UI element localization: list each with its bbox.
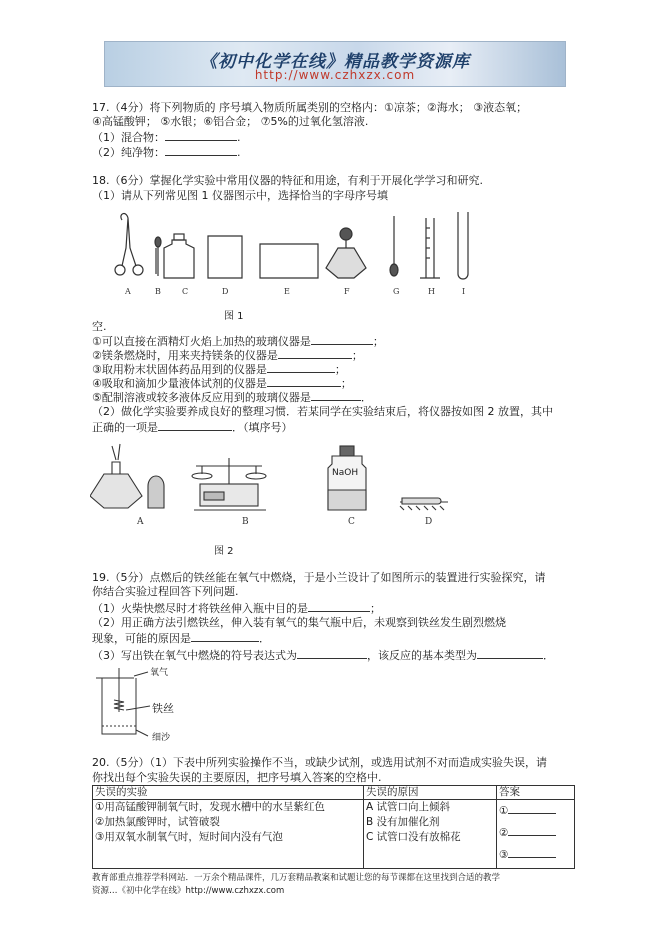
q17-part1: （1）混合物： . bbox=[92, 131, 241, 144]
fig1-label-g: G bbox=[393, 287, 400, 296]
q19-part1-text: （1）火柴快燃尽时才将铁丝伸入瓶中目的是 bbox=[92, 602, 308, 615]
fig2-label-c: C bbox=[348, 517, 355, 527]
fig1-label-h: H bbox=[428, 287, 435, 296]
q18-item-2-text: ②镁条燃烧时，用来夹持镁条的仪器是 bbox=[92, 349, 278, 362]
q18-answer-4[interactable] bbox=[267, 376, 341, 387]
q19-answer-3b[interactable] bbox=[477, 648, 543, 659]
medicine-spoon-icon bbox=[390, 216, 398, 276]
q19-part2: （2）用正确方法引燃铁丝，伸入装有氧气的集气瓶中后，未观察到铁丝发生剧烈燃烧 bbox=[92, 616, 506, 629]
q19-part3: （3）写出铁在氧气中燃烧的符号表达式为 ，该反应的基本类型为 ． bbox=[92, 649, 554, 662]
q19-part1: （1）火柴快燃尽时才将铁丝伸入瓶中目的是 ； bbox=[92, 602, 381, 615]
q17-stem: 17.（4分）将下列物质的 序号填入物质所属类别的空格内：①凉茶；②海水； ③液态氧； bbox=[92, 101, 528, 114]
footer-line-2[interactable]: 资源…《初中化学在线》http://www.czhxzx.com bbox=[92, 886, 285, 896]
reason-a: A 试管口向上倾斜 bbox=[366, 801, 451, 813]
figure-1-apparatus bbox=[110, 204, 480, 300]
q18-sub2-hint: ．（填序号） bbox=[232, 421, 293, 434]
answer-3-num: ③ bbox=[499, 849, 509, 861]
fig-label-oxygen: 氧气 bbox=[150, 668, 169, 678]
fig1-label-c: C bbox=[182, 287, 189, 296]
q18-item-3-text: ③取用粉末状固体药品用到的仪器是 bbox=[92, 363, 267, 376]
q17-stem-cont: ④高锰酸钾； ⑤水银；⑥铝合金； ⑦5%的过氧化氢溶液. bbox=[92, 115, 369, 128]
q18-sub1: （1）请从下列常见图 1 仪器图示中，选择恰当的字母序号填 bbox=[92, 189, 388, 202]
balance-icon bbox=[192, 458, 266, 510]
banner-url[interactable]: http://www.czhxzx.com bbox=[254, 68, 416, 82]
q19-part2-text: 现象，可能的原因是 bbox=[92, 632, 191, 645]
q18-answer-1[interactable] bbox=[311, 334, 373, 345]
q18-sub2-line2 bbox=[92, 420, 293, 435]
crucible-tongs-icon bbox=[115, 214, 143, 275]
q19-answer-2[interactable] bbox=[191, 631, 259, 642]
experiments-cell bbox=[93, 800, 364, 869]
fig1-label-d: D bbox=[222, 287, 229, 296]
fig1-label-f: F bbox=[344, 287, 350, 296]
fig-label-iron-wire: 铁丝 bbox=[152, 702, 174, 715]
tube-on-table-icon bbox=[400, 498, 448, 510]
header-experiment: 失误的实验 bbox=[93, 786, 364, 800]
q18-item-1-text: ①可以直接在酒精灯火焰上加热的玻璃仪器是 bbox=[92, 335, 311, 348]
fig-label-sand: 细沙 bbox=[152, 733, 171, 743]
q18-stem: 18.（6分）掌握化学实验中常用仪器的特征和用途，有利于开展化学学习和研究. bbox=[92, 174, 483, 187]
q19-part3-text: （3）写出铁在氧气中燃烧的符号表达式为 bbox=[92, 649, 297, 662]
header-reason: 失误的原因 bbox=[364, 786, 497, 800]
q20-stem-cont: 你找出每个实验失误的主要原因，把序号填入答案的空格中. bbox=[92, 771, 382, 784]
q18-item-2: ②镁条燃烧时，用来夹持镁条的仪器是 ； bbox=[92, 349, 363, 362]
fig2-label-a: A bbox=[137, 517, 144, 527]
experiment-2: ②加热氯酸钾时，试管破裂 bbox=[95, 816, 220, 828]
q17-answer-1[interactable] bbox=[165, 130, 237, 141]
q18-item-3: ③取用粉末状固体药品用到的仪器是 ； bbox=[92, 363, 346, 376]
answers-cell bbox=[497, 800, 575, 869]
answer-2-num: ② bbox=[499, 827, 509, 839]
lamp-with-cap-icon bbox=[90, 444, 164, 508]
q18-item-5-text: ⑤配制溶液或较多液体反应用到的玻璃仪器是 bbox=[92, 391, 311, 404]
answer-1-num: ① bbox=[499, 805, 509, 817]
q18-sub2: （2）做化学实验要养成良好的整理习惯．若某同学在实验结束后，将仪器按如图 2 放置，其中 bbox=[92, 405, 553, 418]
footer-line-1: 教育部重点推荐学科网站．一万余个精品课件，几万套精品教案和试题让您的每节课都在这里找到合适的教学 bbox=[92, 873, 501, 883]
fig1-label-e: E bbox=[284, 287, 290, 296]
graduated-cylinder-icon bbox=[420, 218, 440, 278]
q19-answer-1[interactable] bbox=[308, 601, 370, 612]
q18-item-1: ①可以直接在酒精灯火焰上加热的玻璃仪器是 ； bbox=[92, 335, 384, 348]
experiment-1: ①用高锰酸钾制氧气时，发现水槽中的水呈紫红色 bbox=[95, 801, 325, 813]
reasons-cell bbox=[364, 800, 497, 869]
naoh-label: NaOH bbox=[332, 468, 359, 478]
answer-slot-1[interactable] bbox=[499, 800, 572, 822]
q19-answer-3a[interactable] bbox=[297, 648, 367, 659]
q18-answer-2[interactable] bbox=[278, 348, 352, 359]
reagent-bottle-icon bbox=[164, 234, 194, 278]
fig2-label-d: D bbox=[425, 517, 433, 527]
q19-stem: 19.（5分）点燃后的铁丝能在氧气中燃烧，于是小兰设计了如图所示的装置进行实验探究，请 bbox=[92, 571, 546, 584]
q17-part1-label: （1）混合物： bbox=[92, 131, 165, 144]
dropper-icon bbox=[155, 237, 161, 276]
fig1-label-i: I bbox=[462, 287, 466, 296]
fig1-caption: 图 1 bbox=[224, 311, 244, 322]
q18-item-4-text: ④吸取和滴加少量液体试剂的仪器是 bbox=[92, 377, 267, 390]
q17-part2-label: （2）纯净物： bbox=[92, 146, 165, 159]
q19-part2-cont: 现象，可能的原因是 ． bbox=[92, 632, 270, 645]
q19-stem-cont: 你结合实验过程回答下列问题. bbox=[92, 585, 239, 598]
test-tube-icon bbox=[458, 212, 468, 279]
experiment-3: ③用双氧水制氧气时，短时间内没有气泡 bbox=[95, 831, 283, 843]
header-banner bbox=[104, 41, 566, 87]
q18-answer-3[interactable] bbox=[267, 362, 335, 373]
error-analysis-table bbox=[92, 785, 575, 869]
banner-title: 《初中化学在线》精品教学资源库 bbox=[200, 52, 470, 72]
answer-slot-2[interactable] bbox=[499, 822, 572, 844]
naoh-bottle-icon bbox=[328, 446, 366, 510]
q17-part2: （2）纯净物： . bbox=[92, 146, 241, 159]
fig1-label-b: B bbox=[155, 287, 161, 296]
answer-slot-3[interactable] bbox=[499, 844, 572, 866]
trough-icon bbox=[260, 244, 318, 278]
q18-kong: 空. bbox=[92, 320, 107, 333]
q18-sub2-text: 正确的一项是 bbox=[92, 421, 158, 434]
q18-answer-5[interactable] bbox=[311, 390, 361, 401]
fig1-label-a: A bbox=[125, 287, 131, 296]
table-row bbox=[93, 800, 575, 869]
figure-2-apparatus bbox=[90, 440, 470, 530]
reason-b: B 没有加催化剂 bbox=[366, 816, 440, 828]
q18-answer-sub2[interactable] bbox=[158, 420, 232, 431]
header-answer: 答案 bbox=[497, 786, 575, 800]
reason-c: C 试管口没有放棉花 bbox=[366, 831, 461, 843]
fig2-label-b: B bbox=[242, 517, 249, 527]
beaker-icon bbox=[208, 236, 242, 278]
fig2-caption: 图 2 bbox=[214, 546, 234, 557]
q20-stem: 20.（5分）（1）下表中所列实验操作不当，或缺少试剂，或选用试剂不对而造成实验失误，请 bbox=[92, 756, 547, 769]
q18-item-5: ⑤配制溶液或较多液体反应用到的玻璃仪器是 ． bbox=[92, 391, 372, 404]
table-header-row bbox=[93, 786, 575, 800]
q19-part3-type-text: ，该反应的基本类型为 bbox=[367, 649, 477, 662]
q17-answer-2[interactable] bbox=[165, 145, 237, 156]
alcohol-lamp-icon bbox=[326, 228, 366, 278]
q18-item-4: ④吸取和滴加少量液体试剂的仪器是 ； bbox=[92, 377, 352, 390]
